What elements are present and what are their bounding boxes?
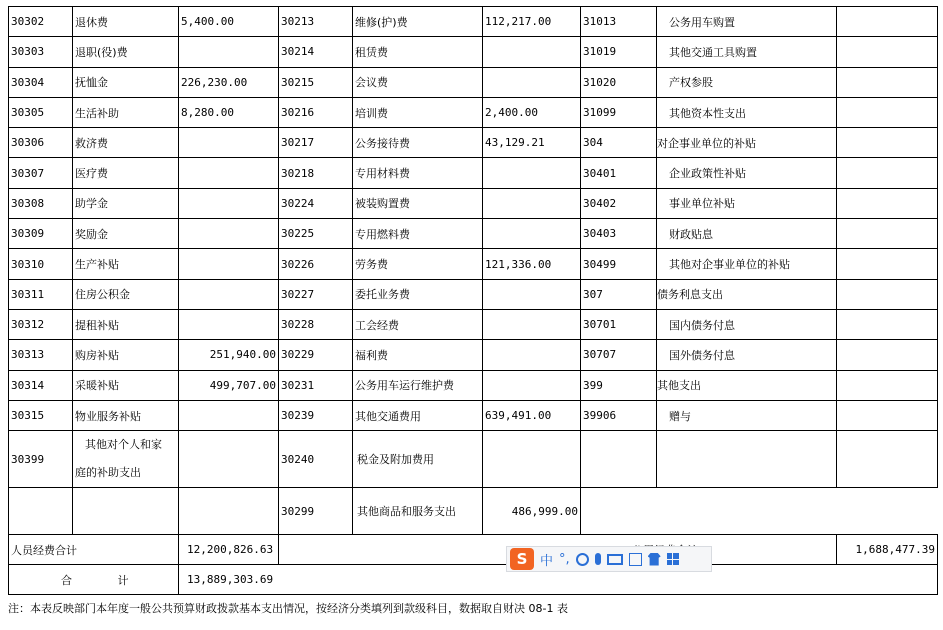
value-cell: 121,336.00: [483, 249, 581, 279]
value-cell: 2,400.00: [483, 97, 581, 127]
value-cell: [179, 158, 279, 188]
name-cell: 维修(护)费: [353, 7, 483, 37]
value-cell: [837, 188, 938, 218]
name-cell: 采暖补贴: [73, 370, 179, 400]
personnel-total-value: 12,200,826.63: [179, 535, 279, 565]
name-cell: 其他支出: [657, 370, 837, 400]
code-cell: 30311: [9, 279, 73, 309]
value-cell: [179, 128, 279, 158]
code-cell: 30229: [279, 340, 353, 370]
value-cell: 499,707.00: [179, 370, 279, 400]
punctuation-toggle[interactable]: °,: [559, 551, 570, 567]
table-row: [9, 67, 938, 97]
name-line-2: 庭的补助支出: [75, 466, 141, 480]
code-cell: 30217: [279, 128, 353, 158]
grand-total-label: [9, 565, 179, 595]
name-cell: 企业政策性补贴: [657, 158, 837, 188]
personnel-total-label: 人员经费合计: [9, 535, 179, 565]
name-cell: [657, 488, 837, 535]
code-cell: 30216: [279, 97, 353, 127]
value-cell: [837, 37, 938, 67]
value-cell: 226,230.00: [179, 67, 279, 97]
name-line-1: 其他对个人和家: [85, 438, 162, 452]
name-cell: [657, 431, 837, 488]
name-cell: 救济费: [73, 128, 179, 158]
code-cell: 30403: [581, 219, 657, 249]
value-cell: [179, 279, 279, 309]
table-row: [9, 158, 938, 188]
value-cell: [837, 400, 938, 430]
code-cell: 30227: [279, 279, 353, 309]
grand-total-row: [9, 565, 938, 595]
name-cell: 退休费: [73, 7, 179, 37]
code-cell: 30499: [581, 249, 657, 279]
value-cell: [837, 249, 938, 279]
code-cell: 30225: [279, 219, 353, 249]
value-cell: [179, 37, 279, 67]
value-cell: 486,999.00: [483, 488, 581, 535]
name-cell: 工会经费: [353, 309, 483, 339]
code-cell: 30215: [279, 67, 353, 97]
name-cell: 其他商品和服务支出: [353, 488, 483, 535]
code-cell: 30213: [279, 7, 353, 37]
code-cell: 30314: [9, 370, 73, 400]
value-cell: [837, 340, 938, 370]
name-cell: 会议费: [353, 67, 483, 97]
code-cell: [9, 488, 73, 535]
grid-icon[interactable]: [667, 553, 679, 565]
name-cell: 其他交通费用: [353, 400, 483, 430]
code-cell: 31099: [581, 97, 657, 127]
value-cell: [837, 488, 938, 535]
code-cell: 30304: [9, 67, 73, 97]
code-cell: [581, 488, 657, 535]
value-cell: [837, 158, 938, 188]
table-row: [9, 488, 938, 535]
table-row: [9, 370, 938, 400]
code-cell: [581, 431, 657, 488]
code-cell: 31013: [581, 7, 657, 37]
value-cell: 5,400.00: [179, 7, 279, 37]
table-row: [9, 249, 938, 279]
name-cell: 产权参股: [657, 67, 837, 97]
value-cell: [179, 219, 279, 249]
value-cell: [837, 370, 938, 400]
value-cell: [179, 188, 279, 218]
smile-icon[interactable]: [576, 553, 589, 566]
table-row: [9, 431, 938, 488]
grand-total-value: 13,889,303.69: [179, 565, 938, 595]
name-cell: 财政贴息: [657, 219, 837, 249]
code-cell: 30306: [9, 128, 73, 158]
name-cell: [73, 488, 179, 535]
name-cell: 医疗费: [73, 158, 179, 188]
name-cell: 福利费: [353, 340, 483, 370]
name-cell: [73, 431, 179, 488]
code-cell: 30701: [581, 309, 657, 339]
name-cell: 赠与: [657, 400, 837, 430]
value-cell: [179, 249, 279, 279]
value-cell: [483, 67, 581, 97]
value-cell: [179, 431, 279, 488]
input-mode-toggle[interactable]: 中: [540, 553, 554, 569]
value-cell: 8,280.00: [179, 97, 279, 127]
value-cell: [837, 309, 938, 339]
table-body: [9, 7, 938, 431]
code-cell: 304: [581, 128, 657, 158]
shirt-icon[interactable]: [648, 553, 661, 566]
code-cell: 30707: [581, 340, 657, 370]
value-cell: [837, 219, 938, 249]
code-cell: 30228: [279, 309, 353, 339]
value-cell: [179, 488, 279, 535]
name-cell: 其他资本性支出: [657, 97, 837, 127]
value-cell: [837, 67, 938, 97]
table-row: [9, 340, 938, 370]
code-cell: 30307: [9, 158, 73, 188]
name-cell: 抚恤金: [73, 67, 179, 97]
value-cell: [837, 7, 938, 37]
name-cell: 税金及附加费用: [353, 431, 483, 488]
mic-icon[interactable]: [595, 553, 601, 565]
value-cell: [483, 279, 581, 309]
code-cell: 30309: [9, 219, 73, 249]
name-cell: 事业单位补贴: [657, 188, 837, 218]
expenditure-table: [8, 6, 938, 595]
public-total-value: 1,688,477.39: [837, 535, 938, 565]
code-cell: 399: [581, 370, 657, 400]
value-cell: [837, 97, 938, 127]
code-cell: 30401: [581, 158, 657, 188]
code-cell: 30239: [279, 400, 353, 430]
code-cell: 30299: [279, 488, 353, 535]
name-cell: 专用材料费: [353, 158, 483, 188]
code-cell: 30310: [9, 249, 73, 279]
name-cell: 公务用车购置: [657, 7, 837, 37]
code-cell: 31020: [581, 67, 657, 97]
value-cell: [483, 340, 581, 370]
code-cell: 30305: [9, 97, 73, 127]
code-cell: 30313: [9, 340, 73, 370]
code-cell: 39906: [581, 400, 657, 430]
value-cell: [483, 158, 581, 188]
value-cell: [483, 219, 581, 249]
grand-total-label-2: 计: [117, 573, 129, 587]
name-cell: 助学金: [73, 188, 179, 218]
value-cell: [837, 431, 938, 488]
sogou-logo-icon[interactable]: S: [510, 548, 534, 570]
code-cell: 30312: [9, 309, 73, 339]
value-cell: [179, 309, 279, 339]
value-cell: [483, 37, 581, 67]
name-cell: 住房公积金: [73, 279, 179, 309]
code-cell: 30302: [9, 7, 73, 37]
value-cell: 43,129.21: [483, 128, 581, 158]
value-cell: [483, 370, 581, 400]
name-cell: 公务接待费: [353, 128, 483, 158]
value-cell: [837, 279, 938, 309]
name-cell: 其他交通工具购置: [657, 37, 837, 67]
value-cell: [483, 431, 581, 488]
value-cell: 251,940.00: [179, 340, 279, 370]
code-cell: 30402: [581, 188, 657, 218]
keyboard-icon[interactable]: [607, 554, 623, 565]
name-cell: 购房补贴: [73, 340, 179, 370]
personnel-total-row: [9, 535, 938, 565]
name-cell: 其他对企事业单位的补贴: [657, 249, 837, 279]
name-cell: 奖励金: [73, 219, 179, 249]
code-cell: 30399: [9, 431, 73, 488]
value-cell: [837, 128, 938, 158]
code-cell: 30231: [279, 370, 353, 400]
value-cell: 112,217.00: [483, 7, 581, 37]
name-cell: 租赁费: [353, 37, 483, 67]
value-cell: 639,491.00: [483, 400, 581, 430]
table-row: [9, 219, 938, 249]
table-tail: [9, 431, 938, 595]
name-cell: 委托业务费: [353, 279, 483, 309]
name-cell: 国内债务付息: [657, 309, 837, 339]
name-cell: 生产补贴: [73, 249, 179, 279]
table-row: [9, 309, 938, 339]
name-cell: 生活补助: [73, 97, 179, 127]
name-cell: 国外债务付息: [657, 340, 837, 370]
code-cell: 30308: [9, 188, 73, 218]
name-cell: 培训费: [353, 97, 483, 127]
code-cell: 30303: [9, 37, 73, 67]
name-cell: 对企事业单位的补贴: [657, 128, 837, 158]
name-cell: 物业服务补贴: [73, 400, 179, 430]
name-cell: 被装购置费: [353, 188, 483, 218]
code-cell: 30226: [279, 249, 353, 279]
table-note: 注：本表反映部门本年度一般公共预算财政拨款基本支出情况，按经济分类填列到款级科目，数据取自财决 08-1 表: [8, 602, 568, 615]
name-cell: 劳务费: [353, 249, 483, 279]
code-cell: 31019: [581, 37, 657, 67]
table-row: [9, 279, 938, 309]
code-cell: 307: [581, 279, 657, 309]
code-cell: 30315: [9, 400, 73, 430]
table-row: [9, 188, 938, 218]
user-icon[interactable]: [629, 553, 642, 566]
name-cell: 专用燃料费: [353, 219, 483, 249]
name-cell: 提租补贴: [73, 309, 179, 339]
code-cell: 30224: [279, 188, 353, 218]
value-cell: [483, 188, 581, 218]
value-cell: [483, 309, 581, 339]
table-row: [9, 128, 938, 158]
name-cell: 债务利息支出: [657, 279, 837, 309]
table-row: [9, 37, 938, 67]
code-cell: 30240: [279, 431, 353, 488]
code-cell: 30218: [279, 158, 353, 188]
table-row: [9, 97, 938, 127]
table-row: [9, 400, 938, 430]
name-cell: 公务用车运行维护费: [353, 370, 483, 400]
ime-toolbar[interactable]: [506, 546, 712, 572]
value-cell: [179, 400, 279, 430]
table-row: [9, 7, 938, 37]
name-cell: 退职(役)费: [73, 37, 179, 67]
grand-total-label-1: 合: [61, 573, 72, 587]
code-cell: 30214: [279, 37, 353, 67]
